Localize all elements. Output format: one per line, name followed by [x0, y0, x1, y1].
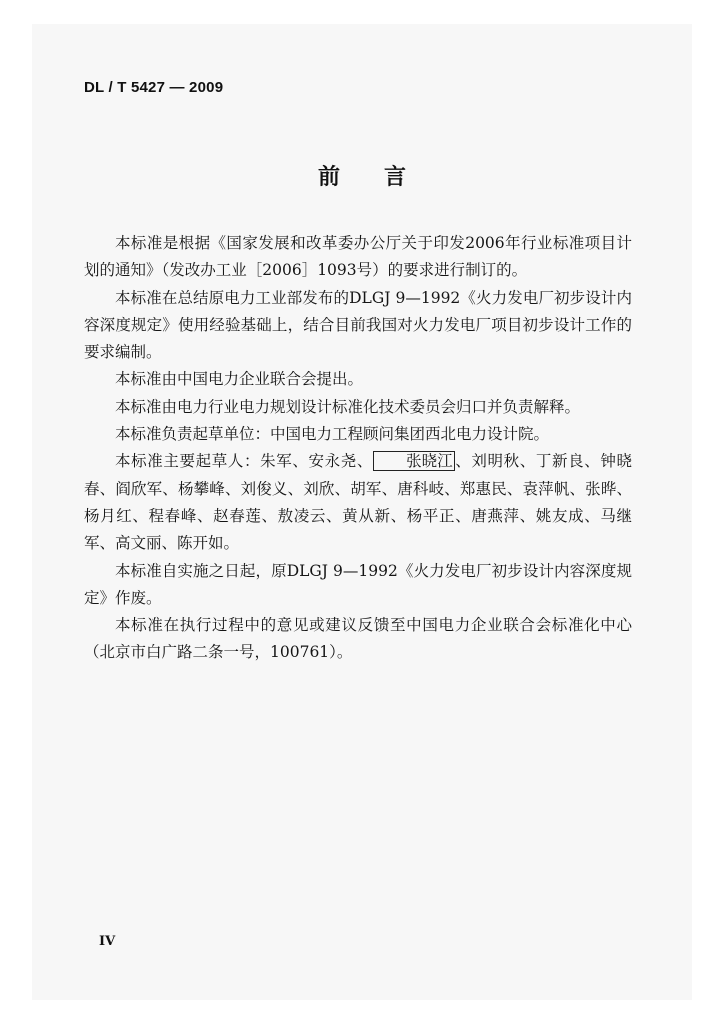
- paragraph-supersedes: 本标准自实施之日起，原DLGJ 9—1992《火力发电厂初步设计内容深度规定》作废。: [84, 561, 632, 607]
- paragraph-compilation: 本标准在总结原电力工业部发布的DLGJ 9—1992《火力发电厂初步设计内容深度规定》使用经验基础上，结合目前我国对火力发电厂项目初步设计工作的要求编制。: [84, 288, 632, 362]
- page-number: IV: [99, 934, 116, 949]
- paragraph-feedback: 本标准在执行过程中的意见或建议反馈至中国电力企业联合会标准化中心（北京市白广路二条一号，100761）。: [84, 616, 632, 662]
- paragraph-basis: 本标准是根据《国家发展和改革委办公厅关于印发2006年行业标准项目计划的通知》（发改办工业［2006］1093号）的要求进行制订的。: [84, 234, 632, 280]
- highlighted-drafter-name: 张晓江: [373, 451, 455, 471]
- paragraph-proposer: 本标准由中国电力企业联合会提出。: [115, 370, 364, 389]
- preface-body: [84, 230, 632, 667]
- drafters-list-start: 本标准主要起草人：朱军、安永尧、: [115, 452, 374, 471]
- document-page: [32, 24, 692, 1000]
- title-char-2: 言: [384, 165, 407, 190]
- paragraph-interpretation: 本标准由电力行业电力规划设计标准化技术委员会归口并负责解释。: [115, 397, 581, 416]
- page-title: [32, 160, 692, 191]
- title-char-1: 前: [317, 165, 340, 190]
- paragraph-drafting-unit: 本标准负责起草单位：中国电力工程顾问集团西北电力设计院。: [115, 425, 550, 444]
- drafters-list-rest: 、刘明秋、丁新良、钟晓春、阎欣军、杨攀峰、刘俊义、刘欣、胡军、唐科岐、郑惠民、袁萍帆、张晔、杨月红、程春峰、赵春莲、敖凌云、黄从新、杨平正、唐燕萍、姚友成、马继军、高文丽、陈开如。: [84, 452, 632, 553]
- document-code: DL / T 5427 — 2009: [84, 79, 224, 96]
- paragraph-drafters: [84, 448, 632, 557]
